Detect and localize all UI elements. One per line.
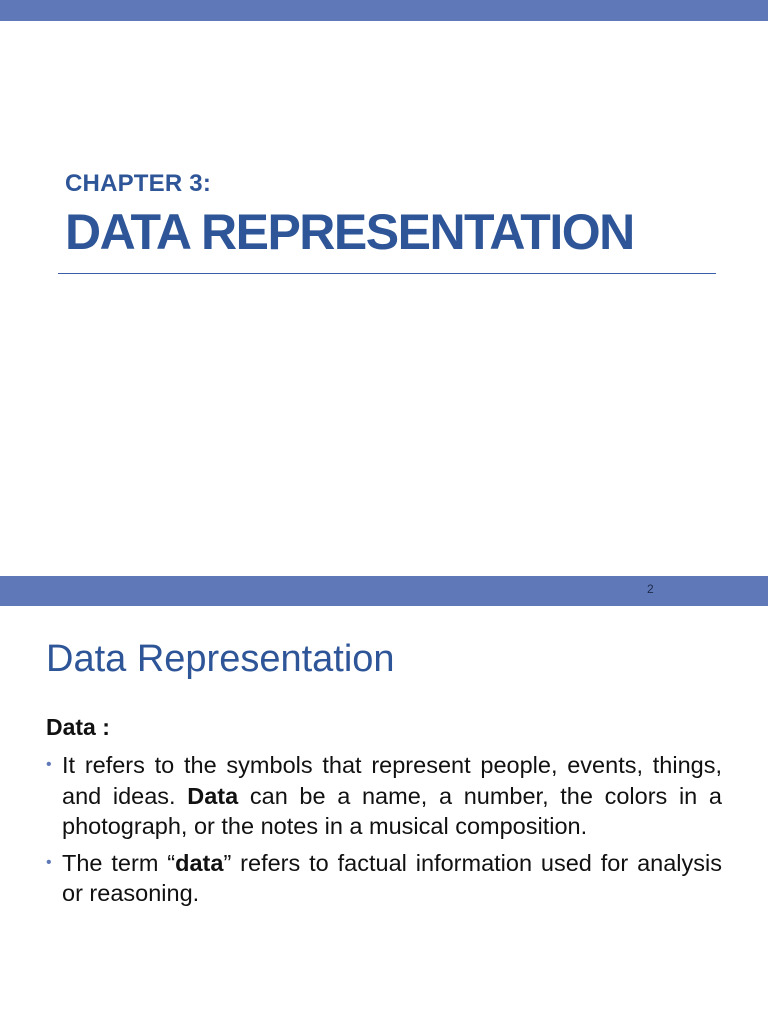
bullet-text: can be a name, a number, the colors in a photograph, or the notes in a musical composition. — [62, 782, 722, 839]
bullet-item — [46, 848, 722, 909]
bullet-text: The term “ — [62, 849, 176, 876]
term-heading: Data : — [46, 714, 110, 740]
chapter-label: CHAPTER 3: — [65, 170, 212, 197]
bullet-bold-term: data — [175, 849, 224, 876]
bullet-text: ” refers to factual information used for analysis or reasoning. — [62, 849, 722, 906]
bullet-list — [46, 750, 722, 915]
top-header-band — [0, 0, 768, 21]
bullet-dot-icon: • — [46, 756, 52, 773]
title-underline — [58, 273, 716, 274]
slide-title: Data Representation — [46, 638, 395, 680]
bullet-item — [46, 750, 722, 842]
chapter-title: DATA REPRESENTATION — [65, 204, 634, 260]
bullet-bold-term: Data — [187, 782, 239, 809]
page-number: 2 — [647, 582, 654, 596]
bullet-dot-icon: • — [46, 853, 52, 871]
bullet-text: It refers to the symbols that represent people, events, things, and ideas. — [62, 752, 722, 809]
